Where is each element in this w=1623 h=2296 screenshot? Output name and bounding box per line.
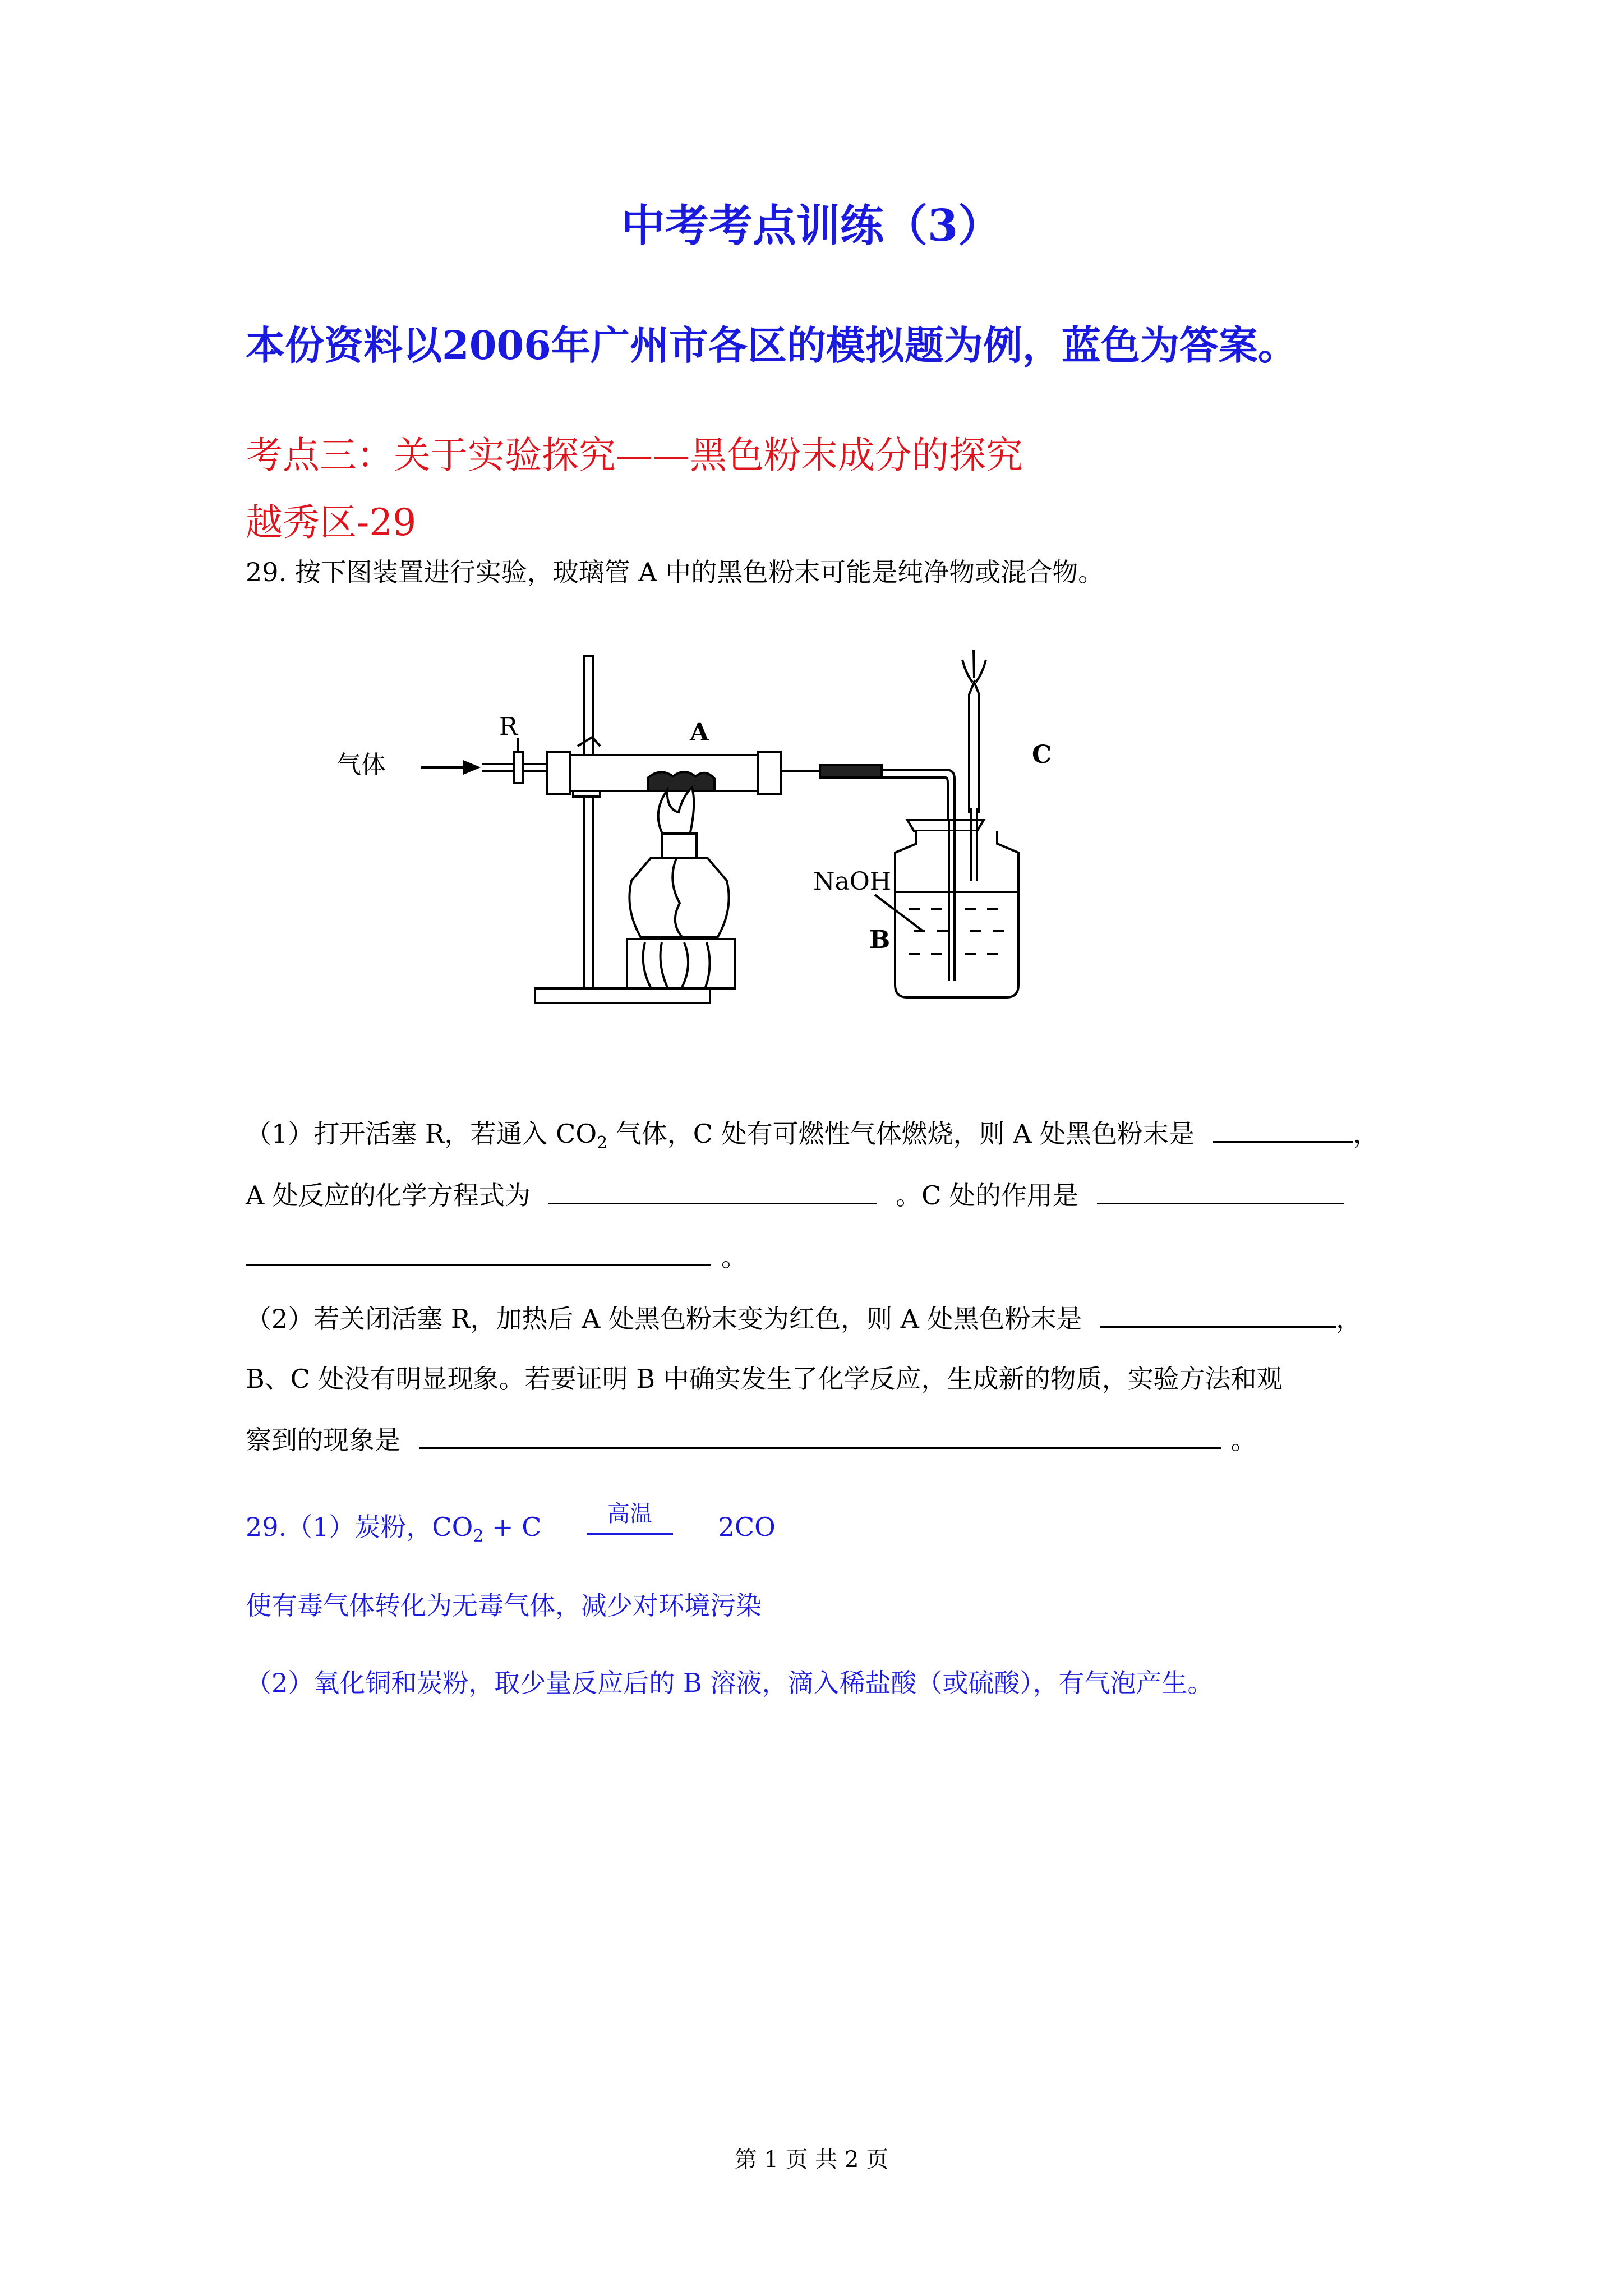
- apparatus-diagram: [314, 645, 1099, 1049]
- q1-line3: [246, 1240, 747, 1274]
- q2-line2: B、C 处没有明显现象。若要证明 B 中确实发生了化学反应，生成新的物质，实验方法和观: [246, 1364, 1283, 1394]
- alcohol-lamp: [629, 858, 728, 937]
- retort-stand-rod: [584, 656, 593, 993]
- label-a: A: [690, 718, 709, 747]
- black-powder: [648, 772, 714, 791]
- answer-line2: 使有毒气体转化为无毒气体，减少对环境污染: [246, 1590, 762, 1621]
- q2-line1-end: ，: [1336, 1304, 1362, 1334]
- q1-text-a: （1）打开活塞 R，若通入 CO: [246, 1119, 597, 1149]
- condition-text: 高温: [607, 1501, 653, 1527]
- retort-stand-base: [535, 988, 710, 1003]
- condition-line: [587, 1533, 673, 1535]
- answer-blank-5[interactable]: [1100, 1301, 1336, 1328]
- q1-line2-a: A 处反应的化学方程式为: [246, 1180, 531, 1211]
- answer-blank-2[interactable]: [548, 1178, 877, 1204]
- alcohol-lamp-cap: [662, 834, 697, 858]
- q1-line2: [246, 1178, 1344, 1212]
- q1-line1: [246, 1116, 1379, 1160]
- valve-r: [514, 752, 523, 783]
- section-heading: 考点三：关于实验探究——黑色粉末成分的探究: [246, 434, 1023, 477]
- label-c: C: [1032, 740, 1052, 769]
- q2-line3-text: 察到的现象是: [246, 1425, 400, 1455]
- q1-line2-b: 。C 处的作用是: [896, 1180, 1078, 1211]
- gas-washing-bottle: [895, 831, 1018, 997]
- page-title: 中考考点训练（3）: [621, 200, 1002, 251]
- answer-line3: （2）氧化铜和炭粉，取少量反应后的 B 溶液，滴入稀盐酸（或硫酸），有气泡产生。: [246, 1668, 1214, 1698]
- question-stem: 29. 按下图装置进行实验，玻璃管 A 中的黑色粉末可能是纯净物或混合物。: [246, 557, 1104, 587]
- page-footer: 第 1 页 共 2 页: [734, 2147, 889, 2173]
- rubber-tube: [820, 765, 882, 777]
- intro-text: 本份资料以2006年广州市各区的模拟题为例，蓝色为答案。: [246, 322, 1297, 369]
- answer-text-a: 29.（1）炭粉，CO: [246, 1512, 473, 1542]
- q1-end: ，: [1353, 1119, 1379, 1149]
- q2-line3: [246, 1423, 1257, 1457]
- q2-line1: [246, 1301, 1362, 1336]
- q1-text-b: 气体，C 处有可燃性气体燃烧，则 A 处黑色粉末是: [607, 1119, 1195, 1149]
- label-b: B: [869, 926, 891, 954]
- reaction-condition: [582, 1501, 677, 1553]
- q2-line1-text: （2）若关闭活塞 R，加热后 A 处黑色粉末变为红色，则 A 处黑色粉末是: [246, 1304, 1082, 1334]
- q2-line3-end: 。: [1230, 1425, 1257, 1455]
- district-label: 越秀区-29: [246, 501, 417, 544]
- q1-line3-end: 。: [721, 1242, 747, 1272]
- answer-blank-6[interactable]: [419, 1423, 1221, 1449]
- label-r: R: [499, 712, 518, 741]
- answer-sub: 2: [473, 1526, 484, 1547]
- label-gas: 气体: [336, 751, 386, 779]
- answer-blank-1[interactable]: [1213, 1116, 1353, 1143]
- answer-product: 2CO: [718, 1512, 776, 1542]
- answer-line1: [246, 1501, 776, 1553]
- answer-blank-3[interactable]: [1097, 1178, 1344, 1204]
- q1-sub: 2: [597, 1133, 608, 1153]
- answer-blank-4[interactable]: [246, 1240, 711, 1266]
- answer-text-b: + C: [483, 1512, 542, 1542]
- label-naoh: NaOH: [813, 867, 892, 896]
